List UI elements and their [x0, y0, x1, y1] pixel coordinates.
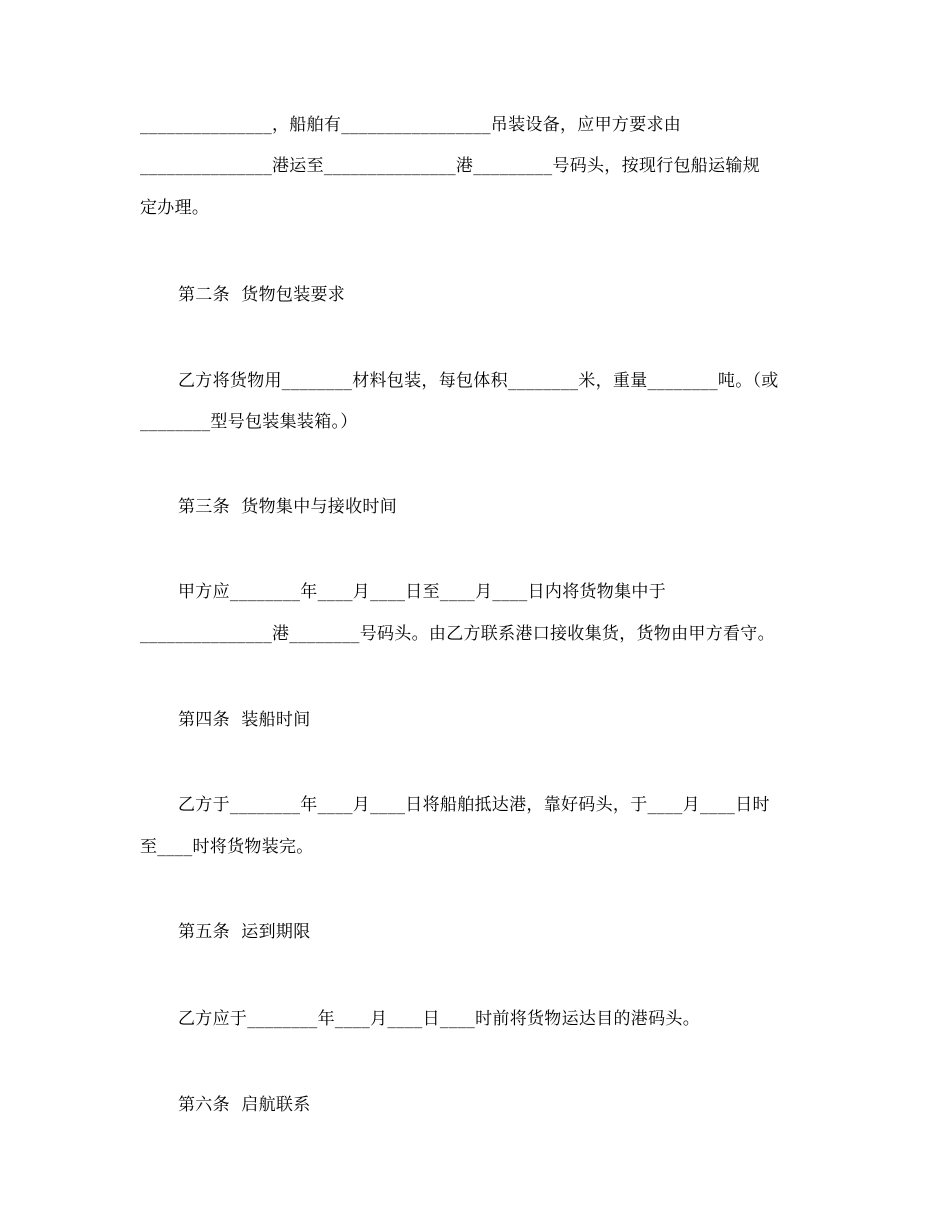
- paragraph-line: 乙方于________年____月____日将船舶抵达港，靠好码头，于____月____日时: [178, 795, 770, 815]
- paragraph-line: 甲方应________年____月____日至____月____日内将货物集中于: [178, 582, 666, 602]
- paragraph-line: ________型号包装集装箱。）: [140, 412, 358, 432]
- paragraph-line: 乙方将货物用________材料包装，每包体积________米，重量________吨。（或: [178, 371, 779, 391]
- paragraph-line: _______________港________号码头。由乙方联系港口接收集货，货物由甲方看守。: [140, 624, 775, 644]
- paragraph-line: 定办理。: [140, 198, 210, 218]
- paragraph-line: _______________港运至_______________港_________号码头，按现行包船运输规: [140, 156, 760, 176]
- section-heading: 第三条 货物集中与接收时间: [178, 497, 398, 517]
- section-heading: 第五条 运到期限: [178, 922, 311, 942]
- section-heading: 第六条 启航联系: [178, 1095, 311, 1115]
- paragraph-line: 至____时将货物装完。: [140, 837, 314, 857]
- paragraph-line: 乙方应于________年____月____日____时前将货物运达目的港码头。: [178, 1009, 700, 1029]
- section-heading: 第四条 装船时间: [178, 710, 311, 730]
- section-heading: 第二条 货物包装要求: [178, 285, 346, 305]
- paragraph-line: _______________，船舶有_________________吊装设备，应甲方要求由: [140, 115, 682, 135]
